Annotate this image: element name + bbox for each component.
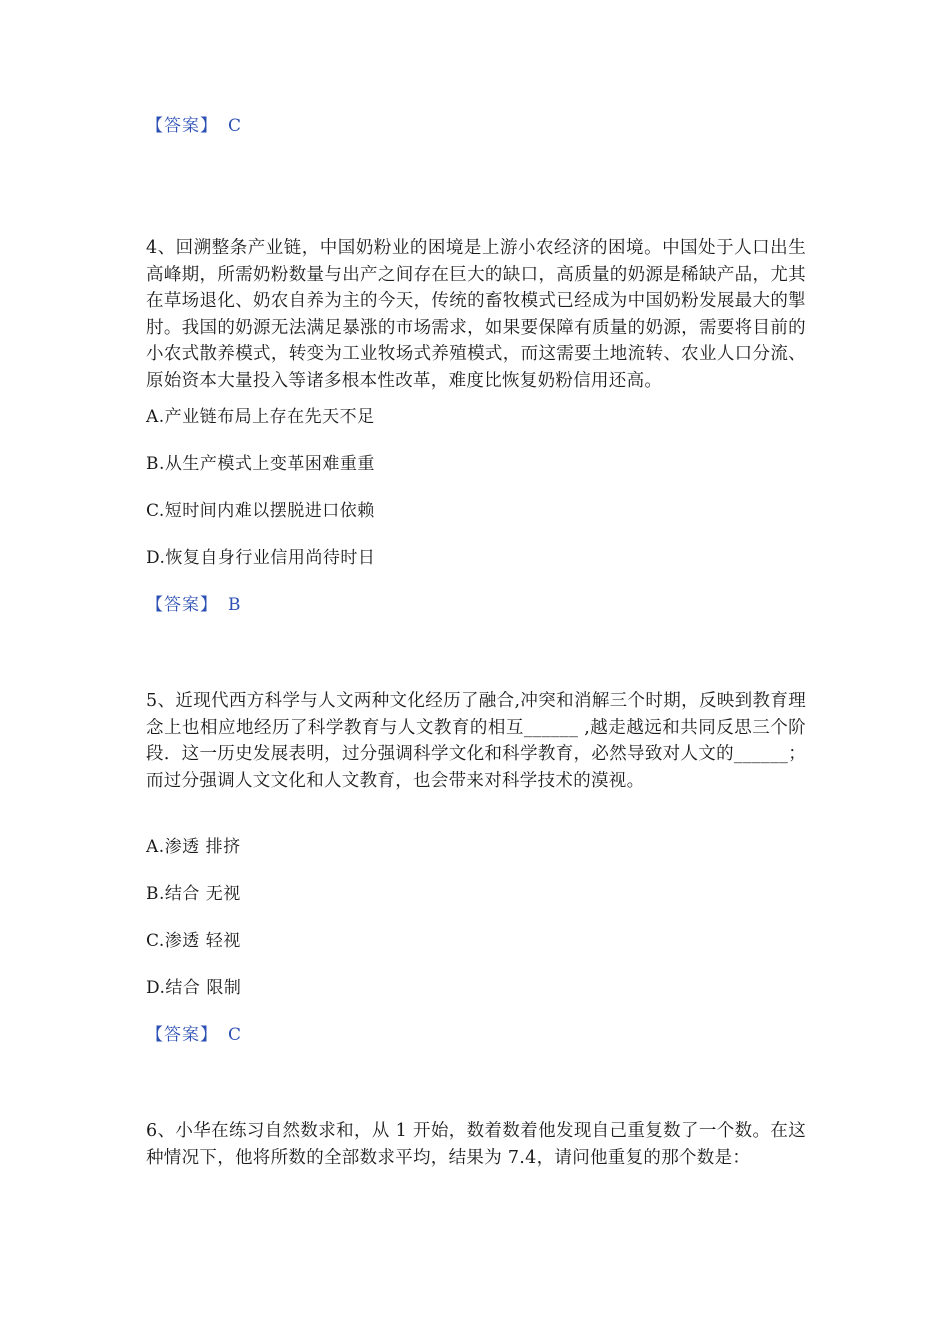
q4-option-b: B.从生产模式上变革困难重重 — [146, 454, 375, 474]
answer-label: 【答案】 — [146, 116, 218, 136]
q4-option-a: A.产业链布局上存在先天不足 — [146, 407, 375, 427]
answer-line-q4 — [146, 593, 241, 617]
q5-option-c: C.渗透 轻视 — [146, 931, 241, 951]
q4-option-d: D.恢复自身行业信用尚待时日 — [146, 548, 376, 568]
answer-label: 【答案】 — [146, 1025, 218, 1045]
q5-option-a: A.渗透 排挤 — [146, 837, 241, 857]
answer-value: C — [228, 1025, 242, 1045]
answer-value: C — [228, 116, 242, 136]
answer-line-q3 — [146, 114, 241, 138]
answer-label: 【答案】 — [146, 595, 218, 615]
question-6-text: 6、小华在练习自然数求和，从 1 开始，数着数着他发现自己重复数了一个数。在这种情况下，他将所数的全部数求平均，结果为 7.4，请问他重复的那个数是： — [146, 1121, 806, 1168]
question-4-text: 4、回溯整条产业链，中国奶粉业的困境是上游小农经济的困境。中国处于人口出生高峰期，所需奶粉数量与出产之间存在巨大的缺口，高质量的奶源是稀缺产品，尤其在草场退化、奶农自养为主的今天，传统的畜牧模式已经成为中国奶粉发展最大的掣肘。我国的奶源无法满足暴涨的市场需求，如果要保障有质量的奶源，需要将目前的小农式散养模式，转变为工业牧场式养殖模式，而这需要土地流转、农业人口分流、原始资本大量投入等诸多根本性改革，难度比恢复奶粉信用还高。 — [146, 238, 806, 391]
answer-value: B — [228, 595, 241, 615]
q5-option-b: B.结合 无视 — [146, 884, 241, 904]
q5-option-d: D.结合 限制 — [146, 978, 242, 998]
q4-option-c: C.短时间内难以摆脱进口依赖 — [146, 501, 375, 521]
question-5-text: 5、近现代西方科学与人文两种文化经历了融合,冲突和消解三个时期，反映到教育理念上也相应地经历了科学教育与人文教育的相互______ ,越走越远和共同反思三个阶段．这一历史发展表明，过分强调科学文化和科学教育，必然导致对人文的______；而过分强调人文文化和人文教育，也会带来对科学技术的漠视。 — [146, 691, 806, 791]
answer-line-q5 — [146, 1023, 241, 1047]
